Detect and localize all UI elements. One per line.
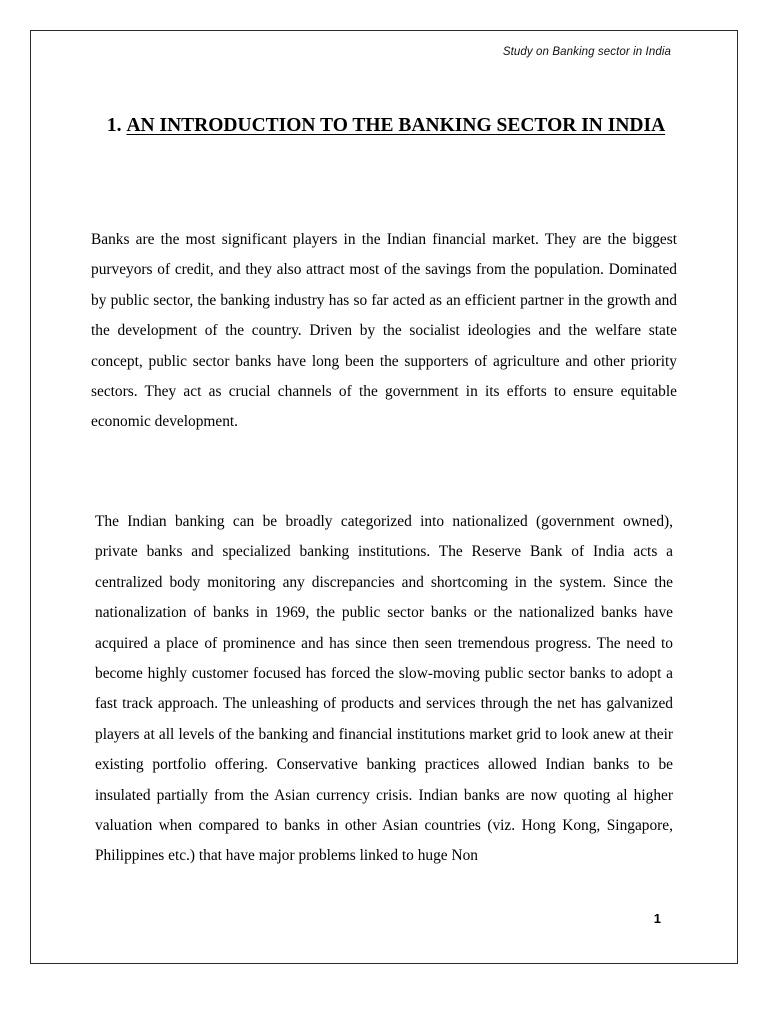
running-header: Study on Banking sector in India xyxy=(502,46,671,58)
section-title: AN INTRODUCTION TO THE BANKING SECTOR IN INDIA xyxy=(126,115,666,136)
paragraph-1: Banks are the most significant players in the Indian financial market. They are the biggest purveyors of credit, and they also attract most of the savings from the population. Dominated by public sector, the banking industry has so far acted as an efficient partner in the growth and the development of the country. Driven by the socialist ideologies and the welfare state concept, public sector banks have long been the supporters of agriculture and other priority sectors. They act as crucial channels of the government in its efforts to ensure equitable economic development. xyxy=(91,231,677,431)
section-number: 1. xyxy=(106,115,122,136)
page-number: 1 xyxy=(653,911,661,926)
section-heading xyxy=(91,109,681,143)
document-page xyxy=(30,30,738,964)
paragraph-2: The Indian banking can be broadly categorized into nationalized (government owned), private banks and specialized banking institutions. The Reserve Bank of India acts a centralized body monitoring any discrepancies and shortcoming in the system. Since the nationalization of banks in 1969, the public sector banks or the nationalized banks have acquired a place of prominence and has since then seen tremendous progress. The need to become highly customer focused has forced the slow-moving public sector banks to adopt a fast track approach. The unleashing of products and services through the net has galvanized players at all levels of the banking and financial institutions market grid to look anew at their existing portfolio offering. Conservative banking practices allowed Indian banks to be insulated partially from the Asian currency crisis. Indian banks are now quoting al higher valuation when compared to banks in other Asian countries (viz. Hong Kong, Singapore, Philippines etc.) that have major problems linked to huge Non xyxy=(95,513,673,865)
